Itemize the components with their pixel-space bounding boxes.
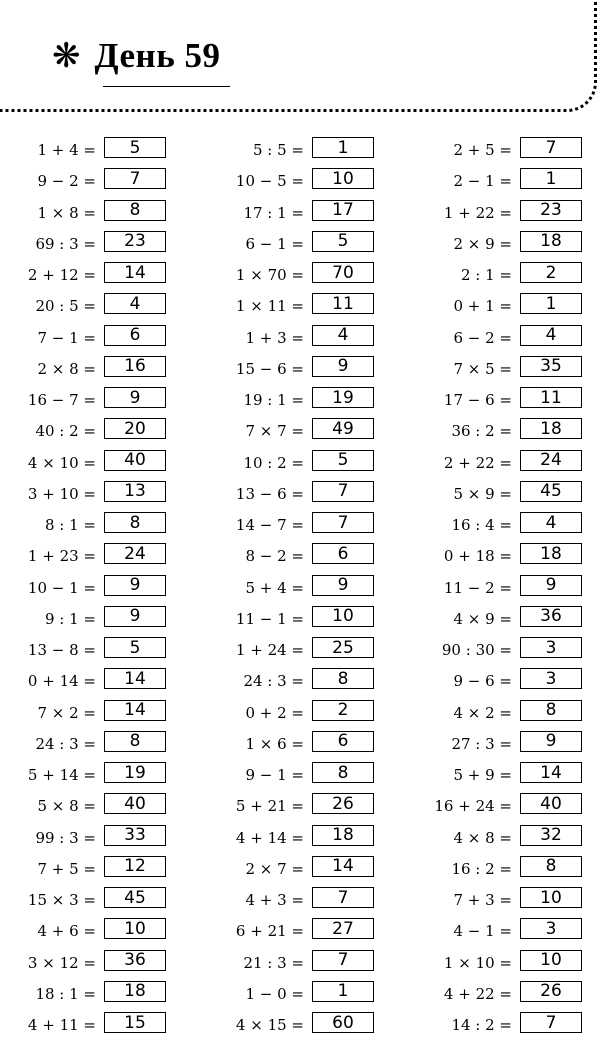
exercise-row xyxy=(200,542,376,573)
answer-box: 35 xyxy=(520,356,582,377)
exercise-column-1 xyxy=(0,136,168,1042)
exercise-row xyxy=(0,855,168,886)
exercise-row xyxy=(200,792,376,823)
exercise-expression: 1 + 22 = xyxy=(443,203,512,222)
exercise-expression: 1 × 6 = xyxy=(245,734,304,753)
exercise-row xyxy=(200,761,376,792)
exercise-expression: 16 − 7 = xyxy=(27,391,96,409)
exercise-row xyxy=(200,324,376,355)
exercise-expression: 4 + 3 = xyxy=(245,891,304,909)
exercise-row xyxy=(200,949,376,980)
exercise-row xyxy=(400,167,584,198)
exercise-expression: 14 − 7 = xyxy=(235,516,304,534)
exercise-expression: 27 : 3 = xyxy=(451,734,512,753)
answer-box: 7 xyxy=(312,512,374,533)
exercise-expression: 4 × 8 = xyxy=(453,828,512,847)
exercise-expression: 2 + 22 = xyxy=(443,453,512,472)
answer-box: 36 xyxy=(104,950,166,971)
exercise-expression: 8 : 1 = xyxy=(44,516,96,534)
answer-box: 6 xyxy=(104,325,166,346)
exercise-expression: 5 × 9 = xyxy=(453,484,512,503)
answer-box: 7 xyxy=(520,137,582,158)
exercise-expression: 6 − 1 = xyxy=(245,234,304,253)
exercise-expression: 1 × 11 = xyxy=(235,297,304,316)
exercise-expression: 2 − 1 = xyxy=(453,172,512,191)
exercise-row xyxy=(200,417,376,448)
exercise-expression: 2 : 1 = xyxy=(460,266,512,284)
exercise-expression: 2 × 7 = xyxy=(245,859,304,878)
answer-box: 49 xyxy=(312,418,374,439)
answer-box: 4 xyxy=(520,325,582,346)
exercise-row xyxy=(0,449,168,480)
answer-box: 5 xyxy=(104,137,166,158)
answer-box: 8 xyxy=(520,856,582,877)
exercise-column-3 xyxy=(400,136,584,1042)
exercise-row xyxy=(0,199,168,230)
answer-box: 40 xyxy=(104,450,166,471)
exercise-row xyxy=(0,386,168,417)
exercise-expression: 3 × 12 = xyxy=(27,953,96,972)
exercise-expression: 1 × 8 = xyxy=(37,203,96,222)
answer-box: 27 xyxy=(312,918,374,939)
answer-box: 2 xyxy=(520,262,582,283)
exercise-expression: 15 × 3 = xyxy=(27,891,96,909)
exercise-row xyxy=(0,167,168,198)
exercise-expression: 4 − 1 = xyxy=(453,922,512,941)
page-title: День 59 xyxy=(94,36,221,75)
exercise-row xyxy=(400,324,584,355)
answer-box: 4 xyxy=(104,293,166,314)
exercise-expression: 11 − 1 = xyxy=(235,609,304,628)
exercise-expression: 4 + 11 = xyxy=(27,1016,96,1034)
exercise-row xyxy=(400,292,584,323)
exercise-expression: 16 + 24 = xyxy=(434,797,512,816)
answer-box: 32 xyxy=(520,825,582,846)
answer-box: 33 xyxy=(104,825,166,846)
exercise-expression: 99 : 3 = xyxy=(35,828,96,847)
answer-box: 18 xyxy=(520,418,582,439)
exercise-row xyxy=(0,824,168,855)
answer-box: 10 xyxy=(312,168,374,189)
exercise-expression: 21 : 3 = xyxy=(243,953,304,972)
answer-box: 5 xyxy=(312,231,374,252)
exercise-row xyxy=(0,980,168,1011)
exercise-row xyxy=(0,292,168,323)
exercise-row xyxy=(0,324,168,355)
answer-box: 26 xyxy=(520,981,582,1002)
answer-box: 6 xyxy=(312,543,374,564)
answer-box: 18 xyxy=(312,825,374,846)
exercise-expression: 10 − 1 = xyxy=(27,578,96,597)
answer-box: 8 xyxy=(312,762,374,783)
exercise-row xyxy=(400,1011,584,1042)
answer-box: 5 xyxy=(312,450,374,471)
answer-box: 13 xyxy=(104,481,166,502)
exercise-expression: 0 + 1 = xyxy=(453,297,512,316)
answer-box: 11 xyxy=(312,293,374,314)
exercise-row xyxy=(0,636,168,667)
exercise-expression: 0 + 18 = xyxy=(443,547,512,566)
exercise-expression: 1 × 70 = xyxy=(235,266,304,284)
exercise-expression: 11 − 2 = xyxy=(443,578,512,597)
exercise-row xyxy=(200,1011,376,1042)
answer-box: 1 xyxy=(312,981,374,1002)
answer-box: 1 xyxy=(520,293,582,314)
exercise-expression: 4 + 6 = xyxy=(37,922,96,941)
answer-box: 7 xyxy=(520,1012,582,1033)
exercise-expression: 36 : 2 = xyxy=(451,422,512,441)
page-title-block xyxy=(52,36,220,76)
exercise-row xyxy=(0,417,168,448)
exercise-expression: 1 + 23 = xyxy=(27,547,96,566)
answer-box: 7 xyxy=(312,887,374,908)
exercise-row xyxy=(0,542,168,573)
exercise-row xyxy=(0,730,168,761)
answer-box: 10 xyxy=(520,950,582,971)
answer-box: 9 xyxy=(104,387,166,408)
exercise-expression: 15 − 6 = xyxy=(235,359,304,378)
answer-box: 10 xyxy=(104,918,166,939)
answer-box: 11 xyxy=(520,387,582,408)
exercise-expression: 4 × 15 = xyxy=(235,1016,304,1034)
exercise-expression: 16 : 4 = xyxy=(451,516,512,534)
exercise-expression: 6 + 21 = xyxy=(235,922,304,941)
exercise-expression: 0 + 14 = xyxy=(27,672,96,691)
exercise-expression: 2 × 8 = xyxy=(37,359,96,378)
exercise-expression: 5 × 8 = xyxy=(37,797,96,816)
answer-box: 40 xyxy=(104,793,166,814)
exercise-expression: 4 × 2 = xyxy=(453,703,512,722)
exercise-row xyxy=(200,230,376,261)
exercise-row xyxy=(400,355,584,386)
exercise-row xyxy=(400,792,584,823)
exercise-expression: 1 − 0 = xyxy=(245,984,304,1003)
answer-box: 7 xyxy=(312,950,374,971)
answer-box: 15 xyxy=(104,1012,166,1033)
exercise-row xyxy=(200,292,376,323)
answer-box: 8 xyxy=(104,731,166,752)
exercise-row xyxy=(400,949,584,980)
exercise-row xyxy=(400,480,584,511)
answer-box: 10 xyxy=(520,887,582,908)
exercise-expression: 16 : 2 = xyxy=(451,859,512,878)
exercise-row xyxy=(400,761,584,792)
exercise-row xyxy=(200,886,376,917)
exercise-row xyxy=(400,136,584,167)
exercise-expression: 6 − 2 = xyxy=(453,328,512,347)
answer-box: 4 xyxy=(520,512,582,533)
answer-box: 10 xyxy=(312,606,374,627)
exercise-row xyxy=(0,886,168,917)
exercise-row xyxy=(400,980,584,1011)
exercise-expression: 7 × 5 = xyxy=(453,359,512,378)
exercise-expression: 40 : 2 = xyxy=(35,422,96,441)
exercise-expression: 9 : 1 = xyxy=(44,609,96,628)
answer-box: 70 xyxy=(312,262,374,283)
exercise-row xyxy=(200,855,376,886)
exercise-row xyxy=(400,417,584,448)
exercise-row xyxy=(200,980,376,1011)
answer-box: 18 xyxy=(520,231,582,252)
answer-box: 45 xyxy=(104,887,166,908)
exercise-expression: 17 : 1 = xyxy=(243,203,304,222)
answer-box: 14 xyxy=(104,668,166,689)
exercise-row xyxy=(200,574,376,605)
exercise-expression: 5 : 5 = xyxy=(252,141,304,159)
exercise-expression: 7 − 1 = xyxy=(37,328,96,347)
exercise-expression: 4 × 10 = xyxy=(27,453,96,472)
exercise-row xyxy=(200,136,376,167)
exercise-row xyxy=(0,917,168,948)
answer-box: 40 xyxy=(520,793,582,814)
answer-box: 36 xyxy=(520,606,582,627)
exercise-row xyxy=(200,167,376,198)
exercise-expression: 14 : 2 = xyxy=(451,1016,512,1034)
exercise-expression: 90 : 30 = xyxy=(441,641,512,659)
exercise-expression: 5 + 9 = xyxy=(453,766,512,784)
exercise-expression: 4 + 22 = xyxy=(443,984,512,1003)
exercise-row xyxy=(0,511,168,542)
answer-box: 8 xyxy=(312,668,374,689)
answer-box: 16 xyxy=(104,356,166,377)
exercise-row xyxy=(400,886,584,917)
exercise-expression: 69 : 3 = xyxy=(35,234,96,253)
exercise-row xyxy=(200,511,376,542)
exercise-expression: 7 × 7 = xyxy=(245,422,304,441)
answer-box: 7 xyxy=(312,481,374,502)
exercise-expression: 10 : 2 = xyxy=(243,453,304,472)
answer-box: 60 xyxy=(312,1012,374,1033)
exercise-row xyxy=(200,667,376,698)
exercise-row xyxy=(400,574,584,605)
answer-box: 9 xyxy=(104,606,166,627)
exercise-row xyxy=(0,261,168,292)
answer-box: 3 xyxy=(520,668,582,689)
exercise-expression: 19 : 1 = xyxy=(243,391,304,409)
answer-box: 12 xyxy=(104,856,166,877)
exercise-row xyxy=(200,386,376,417)
answer-box: 9 xyxy=(520,731,582,752)
exercise-expression: 2 × 9 = xyxy=(453,234,512,253)
answer-box: 45 xyxy=(520,481,582,502)
answer-box: 5 xyxy=(104,637,166,658)
exercise-row xyxy=(200,261,376,292)
exercise-row xyxy=(200,824,376,855)
answer-box: 3 xyxy=(520,637,582,658)
answer-box: 19 xyxy=(312,387,374,408)
exercise-expression: 1 × 10 = xyxy=(443,953,512,972)
exercise-row xyxy=(400,542,584,573)
exercise-row xyxy=(200,636,376,667)
answer-box: 8 xyxy=(104,512,166,533)
exercise-row xyxy=(400,855,584,886)
answer-box: 26 xyxy=(312,793,374,814)
exercise-expression: 2 + 5 = xyxy=(453,141,512,159)
exercise-row xyxy=(200,199,376,230)
exercise-row xyxy=(0,480,168,511)
exercise-row xyxy=(0,761,168,792)
exercise-expression: 10 − 5 = xyxy=(235,172,304,191)
answer-box: 2 xyxy=(312,700,374,721)
exercise-row xyxy=(200,917,376,948)
answer-box: 17 xyxy=(312,200,374,221)
answer-box: 7 xyxy=(104,168,166,189)
exercise-expression: 2 + 12 = xyxy=(27,266,96,284)
exercise-row xyxy=(0,949,168,980)
exercise-expression: 9 − 2 = xyxy=(37,172,96,191)
exercise-expression: 1 + 3 = xyxy=(245,328,304,347)
answer-box: 14 xyxy=(520,762,582,783)
answer-box: 14 xyxy=(104,262,166,283)
exercise-row xyxy=(200,355,376,386)
answer-box: 14 xyxy=(104,700,166,721)
exercise-expression: 13 − 6 = xyxy=(235,484,304,503)
exercise-row xyxy=(0,605,168,636)
exercise-row xyxy=(400,199,584,230)
answer-box: 9 xyxy=(312,356,374,377)
exercise-expression: 18 : 1 = xyxy=(35,984,96,1003)
exercise-row xyxy=(400,386,584,417)
exercise-expression: 8 − 2 = xyxy=(245,547,304,566)
exercise-expression: 7 + 5 = xyxy=(37,859,96,878)
exercise-row xyxy=(200,730,376,761)
answer-box: 19 xyxy=(104,762,166,783)
exercise-row xyxy=(400,605,584,636)
exercise-expression: 5 + 21 = xyxy=(235,797,304,816)
answer-box: 1 xyxy=(520,168,582,189)
exercise-row xyxy=(400,230,584,261)
answer-box: 20 xyxy=(104,418,166,439)
answer-box: 9 xyxy=(104,575,166,596)
exercise-expression: 3 + 10 = xyxy=(27,484,96,503)
exercise-row xyxy=(400,917,584,948)
answer-box: 18 xyxy=(520,543,582,564)
answer-box: 4 xyxy=(312,325,374,346)
exercise-expression: 5 + 4 = xyxy=(245,578,304,597)
exercise-expression: 4 × 9 = xyxy=(453,609,512,628)
exercise-row xyxy=(200,605,376,636)
exercise-row xyxy=(0,699,168,730)
answer-box: 9 xyxy=(520,575,582,596)
exercise-column-2 xyxy=(200,136,376,1042)
exercise-expression: 17 − 6 = xyxy=(443,391,512,409)
exercise-row xyxy=(0,136,168,167)
exercise-row xyxy=(0,667,168,698)
exercise-row xyxy=(0,792,168,823)
exercise-row xyxy=(400,636,584,667)
exercise-expression: 7 × 2 = xyxy=(37,703,96,722)
answer-box: 8 xyxy=(520,700,582,721)
exercise-row xyxy=(200,449,376,480)
answer-box: 9 xyxy=(312,575,374,596)
answer-box: 1 xyxy=(312,137,374,158)
exercise-expression: 4 + 14 = xyxy=(235,828,304,847)
exercise-expression: 24 : 3 = xyxy=(35,734,96,753)
answer-box: 6 xyxy=(312,731,374,752)
exercise-expression: 0 + 2 = xyxy=(245,703,304,722)
exercise-expression: 20 : 5 = xyxy=(35,297,96,316)
exercise-row xyxy=(400,449,584,480)
exercise-row xyxy=(0,230,168,261)
exercise-expression: 5 + 14 = xyxy=(27,766,96,784)
answer-box: 24 xyxy=(520,450,582,471)
exercise-row xyxy=(400,667,584,698)
exercise-row xyxy=(400,730,584,761)
answer-box: 3 xyxy=(520,918,582,939)
answer-box: 23 xyxy=(520,200,582,221)
exercise-row xyxy=(400,824,584,855)
exercise-expression: 9 − 1 = xyxy=(245,766,304,784)
exercise-row xyxy=(0,574,168,605)
title-underline xyxy=(103,86,230,87)
asterisk-flower-icon: ❋ xyxy=(52,36,81,76)
exercise-row xyxy=(200,480,376,511)
answer-box: 14 xyxy=(312,856,374,877)
exercise-row xyxy=(400,511,584,542)
answer-box: 25 xyxy=(312,637,374,658)
exercise-row xyxy=(0,355,168,386)
exercise-expression: 7 + 3 = xyxy=(453,891,512,909)
answer-box: 23 xyxy=(104,231,166,252)
exercise-row xyxy=(200,699,376,730)
exercise-row xyxy=(400,699,584,730)
exercise-row xyxy=(0,1011,168,1042)
exercise-expression: 1 + 4 = xyxy=(37,141,96,159)
exercise-expression: 9 − 6 = xyxy=(453,672,512,691)
exercise-expression: 13 − 8 = xyxy=(27,641,96,659)
answer-box: 18 xyxy=(104,981,166,1002)
exercise-expression: 24 : 3 = xyxy=(243,672,304,691)
answer-box: 8 xyxy=(104,200,166,221)
exercise-expression: 1 + 24 = xyxy=(235,641,304,659)
exercise-row xyxy=(400,261,584,292)
answer-box: 24 xyxy=(104,543,166,564)
